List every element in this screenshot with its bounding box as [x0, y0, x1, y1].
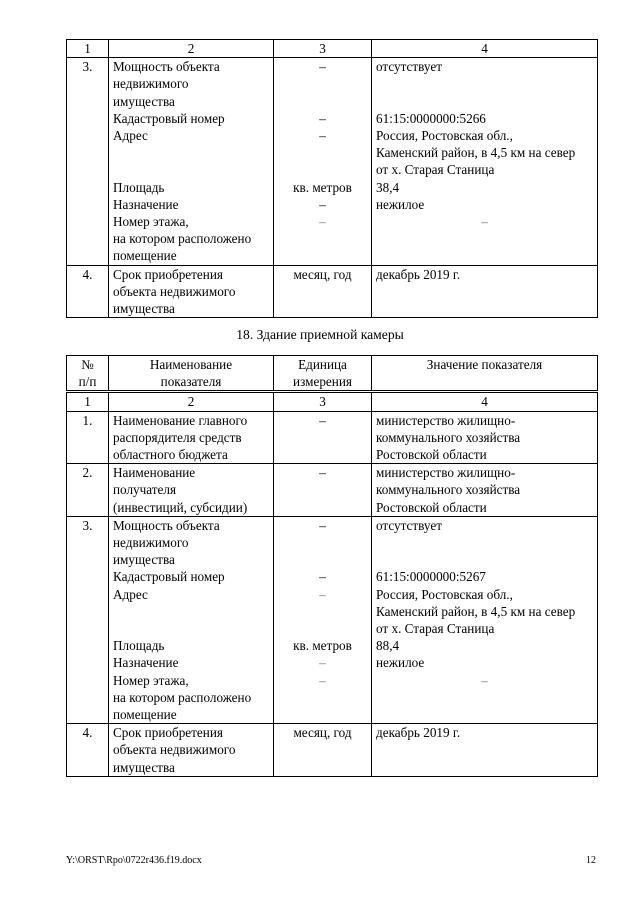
row-unit: месяц, год [274, 265, 372, 318]
floor-unit: – [319, 672, 326, 688]
indicator-line: Мощность объекта [113, 517, 220, 533]
area-unit: кв. метров [293, 638, 352, 654]
header-number [67, 356, 109, 392]
col-number-1: 1 [67, 40, 109, 58]
header-unit-line: измерения [293, 374, 352, 390]
indicator-line: имущества [113, 93, 175, 109]
table-row [67, 464, 598, 517]
header-unit-line: Единица [298, 357, 347, 372]
value-line: коммунального хозяйства [376, 429, 521, 445]
indicator-line: получателя [113, 482, 177, 498]
indicator-line: объекта недвижимого [113, 742, 236, 758]
indicator-line: недвижимого [113, 535, 189, 551]
row-indicator [109, 464, 274, 517]
indicator-line: имущества [113, 759, 175, 775]
area-label: Площадь [113, 638, 165, 654]
address-label: Адрес [113, 586, 148, 602]
value-text: отсутствует [376, 517, 442, 533]
purpose-label: Назначение [113, 655, 179, 671]
row-value: декабрь 2019 г. [372, 724, 598, 777]
indicator-line: имущества [113, 301, 175, 317]
col-number-4: 4 [372, 40, 598, 58]
cadastral-value: 61:15:0000000:5267 [376, 569, 486, 585]
row-number: 3. [67, 58, 109, 265]
cadastral-label: Кадастровый номер [113, 110, 225, 126]
row-indicator [109, 516, 274, 723]
row-number: 2. [67, 464, 109, 517]
floor-label-line: Номер этажа, [113, 672, 189, 688]
unit-value: – [319, 59, 326, 75]
floor-value: – [481, 214, 488, 229]
address-label: Адрес [113, 128, 148, 144]
row-unit: месяц, год [274, 724, 372, 777]
cadastral-value: 61:15:0000000:5266 [376, 110, 486, 126]
row-value [372, 464, 598, 517]
address-line: Россия, Ростовская обл., [376, 127, 513, 143]
floor-value: – [481, 672, 488, 688]
value-line: Ростовской области [376, 447, 487, 463]
row-value [372, 411, 598, 464]
header-number-line: № [81, 357, 94, 372]
address-unit: – [319, 586, 326, 602]
table-row [67, 724, 598, 777]
floor-label-line: помещение [113, 248, 177, 264]
indicator-line: Срок приобретения [113, 266, 223, 282]
col-number-3: 3 [274, 392, 372, 411]
header-unit [274, 356, 372, 392]
row-number: 1. [67, 411, 109, 464]
indicator-line: Наименование главного [113, 412, 248, 428]
header-number-line: п/п [78, 374, 97, 390]
row-indicator [109, 265, 274, 318]
indicator-line: областного бюджета [113, 447, 228, 463]
row-unit [274, 58, 372, 265]
header-indicator-line: показателя [160, 374, 222, 390]
row-number: 4. [67, 724, 109, 777]
col-number-4: 4 [372, 392, 598, 411]
value-line: министерство жилищно- [376, 465, 516, 481]
row-number: 4. [67, 265, 109, 318]
row-unit [274, 516, 372, 723]
purpose-label: Назначение [113, 196, 179, 212]
unit-value: – [319, 517, 326, 533]
column-number-row [67, 392, 598, 411]
address-line: от х. Старая Станица [376, 162, 495, 178]
header-value: Значение показателя [372, 356, 598, 392]
row-unit: – [274, 464, 372, 517]
indicator-line: распорядителя средств [113, 429, 242, 445]
floor-label-line: Номер этажа, [113, 214, 189, 229]
indicator-line: Мощность объекта [113, 59, 220, 75]
col-number-3: 3 [274, 40, 372, 58]
row-unit: – [274, 411, 372, 464]
indicator-line: (инвестиций, субсидии) [113, 499, 248, 515]
row-value: декабрь 2019 г. [372, 265, 598, 318]
col-number-2: 2 [109, 392, 274, 411]
value-line: министерство жилищно- [376, 412, 516, 428]
area-label: Площадь [113, 179, 165, 195]
table-row [67, 265, 598, 318]
cadastral-unit: – [319, 569, 326, 585]
bottom-table [66, 355, 598, 777]
row-indicator [109, 411, 274, 464]
row-indicator [109, 58, 274, 265]
row-indicator [109, 724, 274, 777]
table-row [67, 58, 598, 265]
indicator-line: Наименование [113, 465, 196, 481]
indicator-line: имущества [113, 552, 175, 568]
footer-file-path: Y:\ORST\Rpo\0722r436.f19.docx [66, 855, 202, 866]
address-line: Каменский район, в 4,5 км на север [376, 603, 576, 619]
table-header-row [67, 356, 598, 392]
cadastral-unit: – [319, 110, 326, 126]
col-number-2: 2 [109, 40, 274, 58]
floor-label-line: на котором расположено [113, 231, 252, 247]
purpose-unit: – [319, 655, 326, 671]
floor-label-line: помещение [113, 707, 177, 723]
address-line: Россия, Ростовская обл., [376, 586, 513, 602]
top-table [66, 39, 598, 318]
address-line: от х. Старая Станица [376, 621, 495, 637]
purpose-value: нежилое [376, 655, 425, 671]
header-indicator [109, 356, 274, 392]
value-line: коммунального хозяйства [376, 482, 521, 498]
area-value: 38,4 [376, 179, 400, 195]
indicator-line: Срок приобретения [113, 725, 223, 741]
area-value: 88,4 [376, 638, 400, 654]
purpose-unit: – [319, 196, 326, 212]
header-indicator-line: Наименование [149, 357, 233, 372]
indicator-line: недвижимого [113, 76, 189, 92]
purpose-value: нежилое [376, 196, 425, 212]
floor-label-line: на котором расположено [113, 689, 252, 705]
row-value [372, 516, 598, 723]
row-number: 3. [67, 516, 109, 723]
floor-unit: – [319, 213, 326, 229]
address-unit: – [319, 127, 326, 143]
cadastral-label: Кадастровый номер [113, 569, 225, 585]
table-row [67, 516, 598, 723]
column-number-row [67, 40, 598, 58]
area-unit: кв. метров [293, 179, 352, 195]
value-text: отсутствует [376, 59, 442, 75]
table-row [67, 411, 598, 464]
address-line: Каменский район, в 4,5 км на север [376, 145, 576, 161]
col-number-1: 1 [67, 392, 109, 411]
section-title: 18. Здание приемной камеры [236, 327, 404, 342]
value-line: Ростовской области [376, 499, 487, 515]
indicator-line: объекта недвижимого [113, 283, 236, 299]
row-value [372, 58, 598, 265]
page-number: 12 [586, 855, 596, 866]
